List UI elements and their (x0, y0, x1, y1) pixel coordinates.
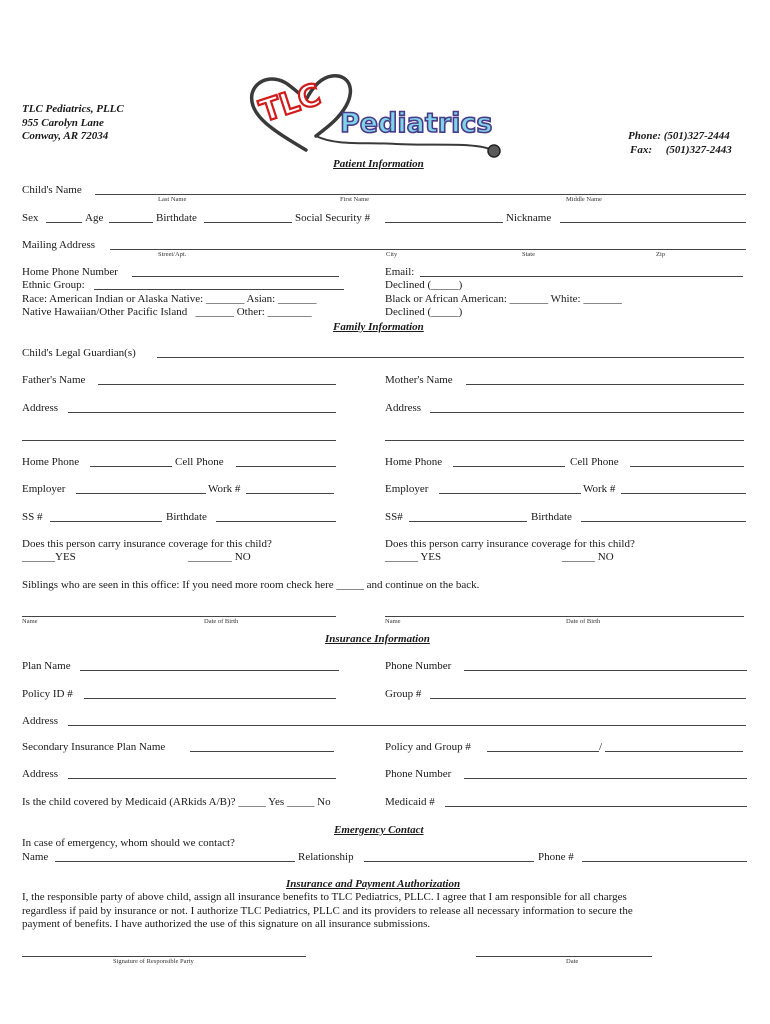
insurance-address-label: Address (22, 715, 59, 727)
authorization-text-line2: regardless if paid by insurance or not. I authorize TLC Pediatrics, PLLC and its providers to release all necessary information to secure the (22, 905, 633, 917)
city-caption: City (386, 251, 398, 258)
legal-guardian-field[interactable] (157, 357, 744, 358)
home-phone-number-label: Home Phone Number (22, 266, 118, 278)
childs-name-field[interactable] (95, 194, 746, 195)
father-cell-phone-label: Cell Phone (175, 456, 224, 468)
mother-name-field[interactable] (466, 384, 744, 385)
sibling-left-field[interactable] (22, 616, 336, 617)
mailing-address-label: Mailing Address (22, 239, 96, 251)
father-cell-phone-field[interactable] (236, 466, 336, 467)
signature-caption: Signature of Responsible Party (113, 958, 194, 965)
race-options-line-3[interactable]: Native Hawaiian/Other Pacific Island _______ Other: ________ (22, 306, 312, 318)
group-number-field[interactable] (605, 751, 743, 752)
ssn-label: Social Security # (295, 212, 371, 224)
mother-address-field[interactable] (430, 412, 744, 413)
father-work-label: Work # (208, 483, 241, 495)
siblings-instruction: Siblings who are seen in this office: If you need more room check here _____ and continue on the back. (22, 579, 480, 591)
father-employer-field[interactable] (76, 493, 206, 494)
mother-address-line-2[interactable] (385, 440, 744, 441)
group-label: Group # (385, 688, 422, 700)
sibling-left-dob-caption: Date of Birth (204, 618, 239, 625)
father-name-label: Father's Name (22, 374, 86, 386)
secondary-phone-label: Phone Number (385, 768, 452, 780)
mother-insurance-question: Does this person carry insurance coverage for this child? (385, 538, 635, 550)
email-field[interactable] (420, 276, 743, 277)
last-name-caption: Last Name (158, 196, 187, 203)
sex-label: Sex (22, 212, 39, 224)
mother-home-phone-label: Home Phone (385, 456, 443, 468)
zip-caption: Zip (656, 251, 666, 258)
section-title-family: Family Information (333, 321, 424, 333)
mother-work-field[interactable] (621, 493, 746, 494)
ethnic-group-label: Ethnic Group: (22, 279, 85, 291)
mother-cell-phone-label: Cell Phone (570, 456, 619, 468)
emergency-phone-label: Phone # (538, 851, 574, 863)
policy-number-field[interactable] (487, 751, 599, 752)
plan-name-label: Plan Name (22, 660, 71, 672)
sibling-right-field[interactable] (385, 616, 744, 617)
father-employer-label: Employer (22, 483, 66, 495)
race-options-line[interactable]: Race: American Indian or Alaska Native: _______ Asian: _______ (22, 293, 317, 305)
mother-ss-field[interactable] (409, 521, 527, 522)
father-home-phone-field[interactable] (90, 466, 172, 467)
emergency-relationship-field[interactable] (364, 861, 534, 862)
insurance-phone-label: Phone Number (385, 660, 452, 672)
birthdate-field[interactable] (204, 222, 292, 223)
mailing-address-field[interactable] (110, 249, 746, 250)
practice-phone: Phone: (501)327-2444 (628, 130, 730, 142)
emergency-name-field[interactable] (55, 861, 295, 862)
first-name-caption: First Name (340, 196, 370, 203)
nickname-label: Nickname (506, 212, 552, 224)
father-insurance-yes[interactable]: ______YES (22, 551, 76, 563)
age-field[interactable] (109, 222, 153, 223)
authorization-text-line1: I, the responsible party of above child, assign all insurance benefits to TLC Pediatrics, PLLC. I agree that I am responsible for all charges (22, 891, 627, 903)
practice-fax: Fax: (501)327-2443 (630, 144, 732, 156)
logo-pediatrics-text: Pediatrics (340, 108, 493, 139)
tlc-pediatrics-logo (246, 72, 506, 158)
mother-work-label: Work # (583, 483, 616, 495)
ethnic-group-field[interactable] (94, 289, 344, 290)
emergency-question: In case of emergency, whom should we contact? (22, 837, 235, 849)
father-birthdate-field[interactable] (216, 521, 336, 522)
sibling-right-name-caption: Name (385, 618, 401, 625)
mother-name-label: Mother's Name (385, 374, 453, 386)
section-title-authorization: Insurance and Payment Authorization (286, 878, 461, 890)
father-address-label: Address (22, 402, 59, 414)
authorization-text-line3: payment of benefits. I have authorized the use of this signature on all insurance submissions. (22, 918, 431, 930)
mother-insurance-yes[interactable]: ______ YES (385, 551, 442, 563)
secondary-phone-field[interactable] (464, 778, 747, 779)
practice-address-line1: 955 Carolyn Lane (22, 117, 104, 129)
policy-group-label: Policy and Group # (385, 741, 471, 753)
middle-name-caption: Middle Name (566, 196, 602, 203)
state-caption: State (522, 251, 535, 258)
father-insurance-no[interactable]: ________ NO (188, 551, 251, 563)
section-title-patient: Patient Information (333, 158, 424, 170)
ssn-field[interactable] (385, 222, 503, 223)
mother-insurance-no[interactable]: ______ NO (562, 551, 614, 563)
declined-race[interactable]: Declined (_____) (385, 306, 463, 318)
street-caption: Street/Apt. (158, 251, 187, 258)
plan-name-field[interactable] (80, 670, 339, 671)
medicaid-number-field[interactable] (445, 806, 747, 807)
mother-birthdate-label: Birthdate (531, 511, 572, 523)
mother-employer-label: Employer (385, 483, 429, 495)
father-name-field[interactable] (98, 384, 336, 385)
secondary-address-label: Address (22, 768, 59, 780)
insurance-phone-field[interactable] (464, 670, 747, 671)
email-label: Email: (385, 266, 415, 278)
practice-address-line2: Conway, AR 72034 (22, 130, 109, 142)
home-phone-number-field[interactable] (132, 276, 339, 277)
father-work-field[interactable] (246, 493, 334, 494)
mother-cell-phone-field[interactable] (630, 466, 744, 467)
race-options-line-2[interactable]: Black or African American: _______ White: _______ (385, 293, 622, 305)
secondary-plan-label: Secondary Insurance Plan Name (22, 741, 166, 753)
policy-id-label: Policy ID # (22, 688, 73, 700)
medicaid-question[interactable]: Is the child covered by Medicaid (ARkids A/B)? _____ Yes _____ No (22, 796, 331, 808)
father-home-phone-label: Home Phone (22, 456, 80, 468)
mother-employer-field[interactable] (439, 493, 581, 494)
childs-name-label: Child's Name (22, 184, 82, 196)
secondary-plan-field[interactable] (190, 751, 334, 752)
insurance-address-field[interactable] (68, 725, 746, 726)
date-field[interactable] (476, 956, 652, 957)
practice-name: TLC Pediatrics, PLLC (22, 103, 124, 115)
emergency-name-label: Name (22, 851, 49, 863)
emergency-relationship-label: Relationship (298, 851, 354, 863)
policy-group-slash: / (599, 741, 603, 753)
mother-birthdate-field[interactable] (581, 521, 746, 522)
policy-id-field[interactable] (84, 698, 336, 699)
section-title-insurance: Insurance Information (325, 633, 430, 645)
father-address-field[interactable] (68, 412, 336, 413)
father-birthdate-label: Birthdate (166, 511, 207, 523)
legal-guardian-label: Child's Legal Guardian(s) (22, 347, 136, 359)
declined-ethnic[interactable]: Declined (_____) (385, 279, 463, 291)
emergency-phone-field[interactable] (582, 861, 747, 862)
secondary-address-field[interactable] (68, 778, 336, 779)
signature-field[interactable] (22, 956, 306, 957)
nickname-field[interactable] (560, 222, 746, 223)
father-insurance-question: Does this person carry insurance coverage for this child? (22, 538, 272, 550)
birthdate-label: Birthdate (156, 212, 197, 224)
date-caption: Date (566, 958, 579, 965)
mother-address-label: Address (385, 402, 422, 414)
sex-field[interactable] (46, 222, 82, 223)
sibling-right-dob-caption: Date of Birth (566, 618, 601, 625)
father-ss-field[interactable] (50, 521, 162, 522)
section-title-emergency: Emergency Contact (334, 824, 424, 836)
age-label: Age (85, 212, 104, 224)
group-field[interactable] (430, 698, 746, 699)
sibling-left-name-caption: Name (22, 618, 38, 625)
mother-home-phone-field[interactable] (453, 466, 565, 467)
father-ss-label: SS # (22, 511, 43, 523)
father-address-line-2[interactable] (22, 440, 336, 441)
logo-tlc-text: TLC (255, 77, 326, 130)
mother-ss-label: SS# (385, 511, 403, 523)
medicaid-number-label: Medicaid # (385, 796, 435, 808)
